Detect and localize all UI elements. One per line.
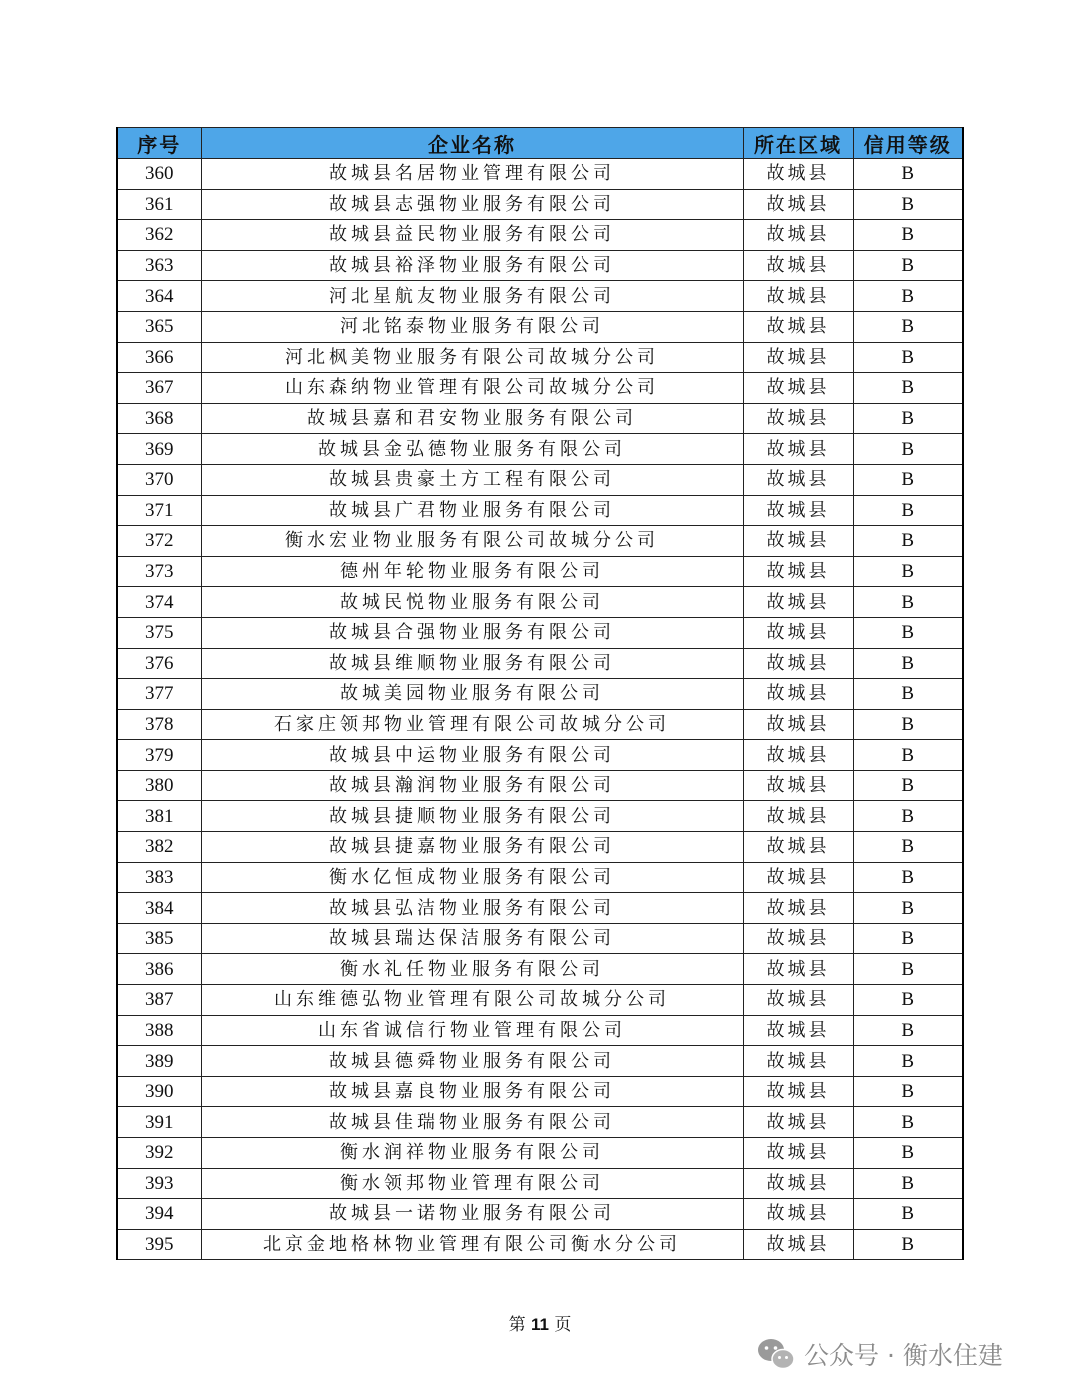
credit-grade-cell: B — [853, 679, 963, 710]
table-row — [117, 220, 963, 251]
region-cell: 故城县 — [743, 1168, 853, 1199]
serial-number-cell: 360 — [117, 159, 201, 190]
table-row — [117, 617, 963, 648]
company-name-cell: 故城县合强物业服务有限公司 — [201, 617, 743, 648]
serial-number-cell: 390 — [117, 1076, 201, 1107]
credit-grade-cell: B — [853, 526, 963, 557]
header-credit-grade: 信用等级 — [853, 128, 963, 159]
credit-grade-cell: B — [853, 587, 963, 618]
company-name-cell: 衡水亿恒成物业服务有限公司 — [201, 862, 743, 893]
credit-grade-cell: B — [853, 1199, 963, 1230]
table-row — [117, 1015, 963, 1046]
table-row — [117, 770, 963, 801]
credit-grade-cell: B — [853, 1107, 963, 1138]
credit-grade-cell: B — [853, 954, 963, 985]
table-row — [117, 648, 963, 679]
company-name-cell: 故城县益民物业服务有限公司 — [201, 220, 743, 251]
company-name-cell: 故城县瑞达保洁服务有限公司 — [201, 923, 743, 954]
region-cell: 故城县 — [743, 373, 853, 404]
table-row — [117, 526, 963, 557]
serial-number-cell: 383 — [117, 862, 201, 893]
table-row — [117, 709, 963, 740]
company-name-cell: 北京金地格林物业管理有限公司衡水分公司 — [201, 1229, 743, 1260]
table-row — [117, 954, 963, 985]
company-name-cell: 衡水领邦物业管理有限公司 — [201, 1168, 743, 1199]
table-body — [117, 159, 963, 1260]
region-cell: 故城县 — [743, 189, 853, 220]
footer-suffix: 页 — [554, 1315, 572, 1335]
company-name-cell: 故城县佳瑞物业服务有限公司 — [201, 1107, 743, 1138]
serial-number-cell: 382 — [117, 832, 201, 863]
serial-number-cell: 386 — [117, 954, 201, 985]
table-row — [117, 1107, 963, 1138]
company-name-cell: 石家庄领邦物业管理有限公司故城分公司 — [201, 709, 743, 740]
region-cell: 故城县 — [743, 1076, 853, 1107]
credit-grade-cell: B — [853, 617, 963, 648]
company-name-cell: 故城县嘉良物业服务有限公司 — [201, 1076, 743, 1107]
table-row — [117, 556, 963, 587]
header-region: 所在区域 — [743, 128, 853, 159]
wechat-icon — [756, 1337, 796, 1371]
region-cell: 故城县 — [743, 1199, 853, 1230]
table-row — [117, 1138, 963, 1169]
table-row — [117, 1199, 963, 1230]
page-number: 11 — [531, 1315, 549, 1334]
credit-grade-cell: B — [853, 648, 963, 679]
company-name-cell: 故城县嘉和君安物业服务有限公司 — [201, 403, 743, 434]
company-name-cell: 故城县志强物业服务有限公司 — [201, 189, 743, 220]
serial-number-cell: 374 — [117, 587, 201, 618]
region-cell: 故城县 — [743, 464, 853, 495]
region-cell: 故城县 — [743, 1229, 853, 1260]
credit-grade-cell: B — [853, 801, 963, 832]
region-cell: 故城县 — [743, 342, 853, 373]
table-row — [117, 281, 963, 312]
region-cell: 故城县 — [743, 1046, 853, 1077]
region-cell: 故城县 — [743, 832, 853, 863]
credit-grade-cell: B — [853, 832, 963, 863]
region-cell: 故城县 — [743, 250, 853, 281]
table-row — [117, 893, 963, 924]
region-cell: 故城县 — [743, 526, 853, 557]
serial-number-cell: 365 — [117, 311, 201, 342]
credit-grade-cell: B — [853, 189, 963, 220]
credit-grade-cell: B — [853, 985, 963, 1016]
serial-number-cell: 393 — [117, 1168, 201, 1199]
company-name-cell: 故城县维顺物业服务有限公司 — [201, 648, 743, 679]
credit-grade-cell: B — [853, 770, 963, 801]
company-name-cell: 故城民悦物业服务有限公司 — [201, 587, 743, 618]
table-row — [117, 1168, 963, 1199]
serial-number-cell: 381 — [117, 801, 201, 832]
region-cell: 故城县 — [743, 648, 853, 679]
serial-number-cell: 377 — [117, 679, 201, 710]
credit-grade-cell: B — [853, 434, 963, 465]
serial-number-cell: 373 — [117, 556, 201, 587]
serial-number-cell: 371 — [117, 495, 201, 526]
header-company-name: 企业名称 — [201, 128, 743, 159]
region-cell: 故城县 — [743, 617, 853, 648]
region-cell: 故城县 — [743, 159, 853, 190]
company-name-cell: 河北枫美物业服务有限公司故城分公司 — [201, 342, 743, 373]
table-row — [117, 434, 963, 465]
region-cell: 故城县 — [743, 1107, 853, 1138]
company-name-cell: 衡水礼任物业服务有限公司 — [201, 954, 743, 985]
watermark-text: 公众号 · 衡水住建 — [804, 1341, 1003, 1370]
serial-number-cell: 361 — [117, 189, 201, 220]
company-name-cell: 衡水润祥物业服务有限公司 — [201, 1138, 743, 1169]
table-row — [117, 1046, 963, 1077]
region-cell: 故城县 — [743, 220, 853, 251]
credit-grade-cell: B — [853, 1015, 963, 1046]
credit-grade-cell: B — [853, 403, 963, 434]
credit-grade-cell: B — [853, 893, 963, 924]
credit-grade-cell: B — [853, 373, 963, 404]
serial-number-cell: 379 — [117, 740, 201, 771]
table-row — [117, 189, 963, 220]
company-name-cell: 故城县裕泽物业服务有限公司 — [201, 250, 743, 281]
serial-number-cell: 362 — [117, 220, 201, 251]
serial-number-cell: 392 — [117, 1138, 201, 1169]
credit-grade-cell: B — [853, 709, 963, 740]
serial-number-cell: 369 — [117, 434, 201, 465]
region-cell: 故城县 — [743, 893, 853, 924]
region-cell: 故城县 — [743, 985, 853, 1016]
company-name-cell: 德州年轮物业服务有限公司 — [201, 556, 743, 587]
credit-grade-cell: B — [853, 220, 963, 251]
company-name-cell: 河北铭泰物业服务有限公司 — [201, 311, 743, 342]
company-name-cell: 衡水宏业物业服务有限公司故城分公司 — [201, 526, 743, 557]
credit-grade-cell: B — [853, 311, 963, 342]
serial-number-cell: 370 — [117, 464, 201, 495]
table-row — [117, 1229, 963, 1260]
company-name-cell: 故城县德舜物业服务有限公司 — [201, 1046, 743, 1077]
company-name-cell: 山东森纳物业管理有限公司故城分公司 — [201, 373, 743, 404]
table-row — [117, 464, 963, 495]
table-row — [117, 740, 963, 771]
serial-number-cell: 376 — [117, 648, 201, 679]
serial-number-cell: 366 — [117, 342, 201, 373]
region-cell: 故城县 — [743, 801, 853, 832]
table-row — [117, 862, 963, 893]
company-name-cell: 故城美园物业服务有限公司 — [201, 679, 743, 710]
company-name-cell: 故城县一诺物业服务有限公司 — [201, 1199, 743, 1230]
region-cell: 故城县 — [743, 556, 853, 587]
company-name-cell: 河北星航友物业服务有限公司 — [201, 281, 743, 312]
table-row — [117, 250, 963, 281]
region-cell: 故城县 — [743, 311, 853, 342]
serial-number-cell: 389 — [117, 1046, 201, 1077]
table-row — [117, 1076, 963, 1107]
table-row — [117, 159, 963, 190]
region-cell: 故城县 — [743, 403, 853, 434]
credit-grade-cell: B — [853, 923, 963, 954]
credit-grade-cell: B — [853, 495, 963, 526]
credit-grade-cell: B — [853, 281, 963, 312]
header-serial-number: 序号 — [117, 128, 201, 159]
region-cell: 故城县 — [743, 281, 853, 312]
table-row — [117, 373, 963, 404]
page-footer — [0, 1310, 1080, 1335]
company-name-cell: 山东省诚信行物业管理有限公司 — [201, 1015, 743, 1046]
credit-grade-cell: B — [853, 464, 963, 495]
credit-grade-cell: B — [853, 740, 963, 771]
serial-number-cell: 384 — [117, 893, 201, 924]
region-cell: 故城县 — [743, 740, 853, 771]
region-cell: 故城县 — [743, 954, 853, 985]
table-row — [117, 311, 963, 342]
serial-number-cell: 394 — [117, 1199, 201, 1230]
region-cell: 故城县 — [743, 1015, 853, 1046]
company-name-cell: 故城县瀚润物业服务有限公司 — [201, 770, 743, 801]
serial-number-cell: 387 — [117, 985, 201, 1016]
credit-grade-cell: B — [853, 862, 963, 893]
company-name-cell: 故城县捷顺物业服务有限公司 — [201, 801, 743, 832]
credit-grade-cell: B — [853, 342, 963, 373]
table-row — [117, 587, 963, 618]
region-cell: 故城县 — [743, 495, 853, 526]
credit-grade-cell: B — [853, 250, 963, 281]
region-cell: 故城县 — [743, 923, 853, 954]
region-cell: 故城县 — [743, 770, 853, 801]
company-name-cell: 故城县贵豪土方工程有限公司 — [201, 464, 743, 495]
region-cell: 故城县 — [743, 587, 853, 618]
serial-number-cell: 367 — [117, 373, 201, 404]
table-row — [117, 495, 963, 526]
table-header-row — [117, 128, 963, 159]
credit-grade-cell: B — [853, 1076, 963, 1107]
table-row — [117, 679, 963, 710]
credit-grade-cell: B — [853, 1229, 963, 1260]
credit-grade-cell: B — [853, 1046, 963, 1077]
credit-grade-cell: B — [853, 1138, 963, 1169]
serial-number-cell: 388 — [117, 1015, 201, 1046]
serial-number-cell: 395 — [117, 1229, 201, 1260]
table-row — [117, 403, 963, 434]
company-name-cell: 故城县名居物业管理有限公司 — [201, 159, 743, 190]
table-row — [117, 801, 963, 832]
credit-grade-cell: B — [853, 1168, 963, 1199]
credit-rating-table — [116, 127, 964, 1260]
company-name-cell: 故城县广君物业服务有限公司 — [201, 495, 743, 526]
table-row — [117, 923, 963, 954]
table-row — [117, 342, 963, 373]
table-row — [117, 832, 963, 863]
serial-number-cell: 363 — [117, 250, 201, 281]
region-cell: 故城县 — [743, 679, 853, 710]
region-cell: 故城县 — [743, 709, 853, 740]
table-row — [117, 985, 963, 1016]
serial-number-cell: 385 — [117, 923, 201, 954]
region-cell: 故城县 — [743, 1138, 853, 1169]
footer-prefix: 第 — [508, 1315, 526, 1335]
serial-number-cell: 368 — [117, 403, 201, 434]
company-name-cell: 故城县捷嘉物业服务有限公司 — [201, 832, 743, 863]
serial-number-cell: 391 — [117, 1107, 201, 1138]
watermark — [756, 1334, 1003, 1374]
company-name-cell: 故城县弘洁物业服务有限公司 — [201, 893, 743, 924]
serial-number-cell: 364 — [117, 281, 201, 312]
region-cell: 故城县 — [743, 434, 853, 465]
company-name-cell: 山东维德弘物业管理有限公司故城分公司 — [201, 985, 743, 1016]
credit-grade-cell: B — [853, 159, 963, 190]
serial-number-cell: 378 — [117, 709, 201, 740]
region-cell: 故城县 — [743, 862, 853, 893]
company-name-cell: 故城县中运物业服务有限公司 — [201, 740, 743, 771]
serial-number-cell: 380 — [117, 770, 201, 801]
credit-grade-cell: B — [853, 556, 963, 587]
company-name-cell: 故城县金弘德物业服务有限公司 — [201, 434, 743, 465]
serial-number-cell: 375 — [117, 617, 201, 648]
serial-number-cell: 372 — [117, 526, 201, 557]
